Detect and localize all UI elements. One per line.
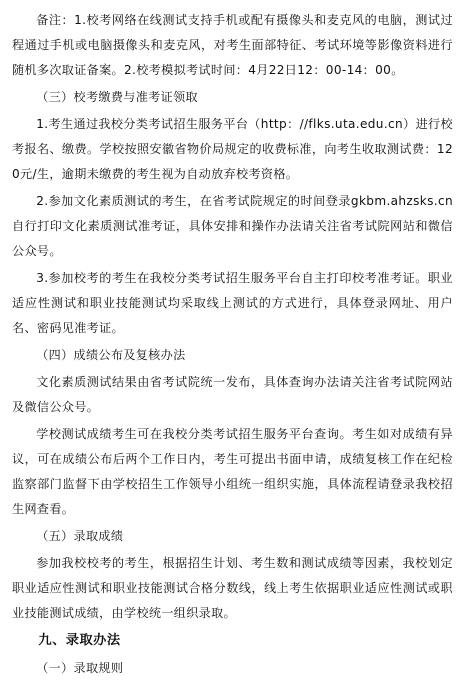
paragraph-school-test-ticket: 3.参加校考的考生在我校分类考试招生服务平台自主打印校考准考证。职业适应性测试和职业技能测试均采取线上测试的方式进行，具体登录网址、用户名、密码见准考证。	[12, 271, 453, 335]
subheading-score-review: （四）成绩公布及复核办法	[36, 348, 186, 362]
paragraph-registration-fee: 1.考生通过我校分类考试招生服务平台（http：//flks.uta.edu.cn）进行校考报名、缴费。学校按照安徽省物价局规定的收费标准，向考生收取测试费：120元/生，逾期未缴费的考生视为自动放弃校考资格。	[12, 117, 453, 181]
subheading-admission-rules: （一）录取规则	[36, 661, 124, 675]
note-paragraph: 备注：1.校考网络在线测试支持手机或配有摄像头和麦克风的电脑，测试过程通过手机或电脑摄像头和麦克风，对考生面部特征、考试环境等影像资料进行随机多次取证备案。2.校考模拟考试时间：4月22日12：00-14：00。	[12, 13, 453, 77]
paragraph-cultural-results: 文化素质测试结果由省考试院统一发布，具体查询办法请关注省考试院网站及微信公众号。	[12, 375, 453, 414]
section-heading-admission-method: 九、录取办法	[38, 633, 121, 648]
paragraph-score-query-review: 学校测试成绩考生可在我校分类考试招生服务平台查询。考生如对成绩有异议，可在成绩公布后两个工作日内，考生可提出书面申请，成绩复核工作在纪检监察部门监督下由学校招生工作领导小组统一组织实施，具体流程请登录我校招生网查看。	[12, 427, 453, 516]
subheading-admission-scores: （五）录取成绩	[36, 529, 124, 543]
paragraph-cultural-test-ticket: 2.参加文化素质测试的考生，在省考试院规定的时间登录gkbm.ahzsks.cn自行打印文化素质测试准考证，具体安排和操作办法请关注省考试院网站和微信公众号。	[12, 194, 453, 258]
paragraph-admission-criteria: 参加我校校考的考生，根据招生计划、考生数和测试成绩等因素，我校划定职业适应性测试和职业技能测试合格分数线，线上考生依据职业适应性测试或职业技能测试成绩，由学校统一组织录取。	[12, 556, 453, 620]
subheading-fee-admission-ticket: （三）校考缴费与准考证领取	[36, 90, 198, 104]
